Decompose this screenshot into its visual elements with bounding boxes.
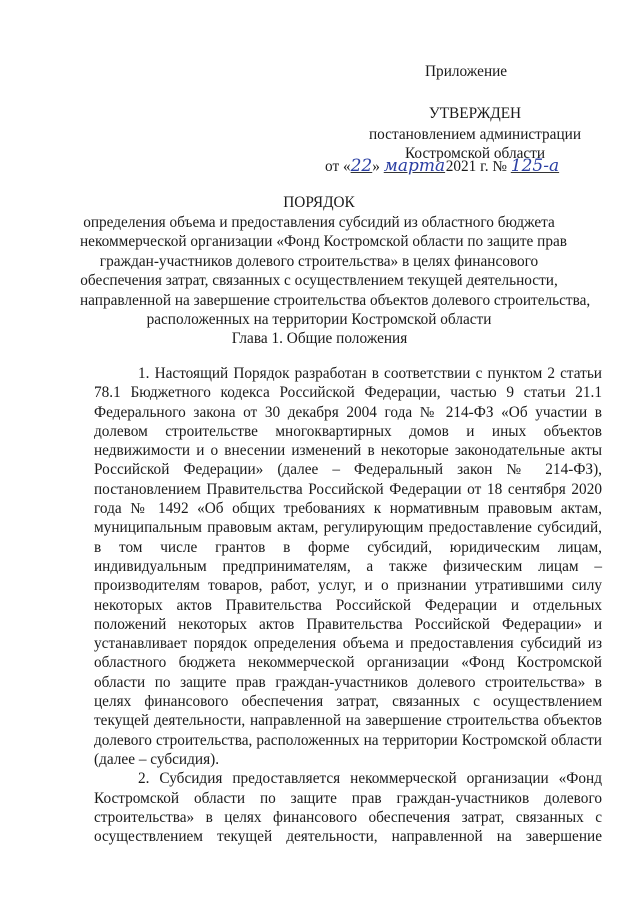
paragraph-1: 1. Настоящий Порядок разработан в соответствии с пунктом 2 статьи 78.1 Бюджетного кодекса Российской Федерации, частью 9 статьи 21.1 Федерального закона от 30 декабря 2004 года № 214-ФЗ «Об участии в долевом строительстве многоквартирных домов и иных объектов недвижимости и о внесении изменений в некоторые законодательные акты Российской Федерации» (далее – Федеральный закон № 214-ФЗ), постановлением Правительства Российской Федерации от 18 сентября 2020 года № 1492 «Об общих требованиях к нормативным правовым актам, муниципальным правовым актам, регулирующим предоставление субсидий, в том числе грантов в форме субсидий, юридическим лицам, индивидуальным предпринимателям, а также физическим лицам – производителям товаров, работ, услуг, и о признании утратившими силу некоторых актов Правительства Российской Федерации и отдельных положений некоторых актов Правительства Российской Федерации» и устанавливает порядок определения объема и предоставления субсидий из областного бюджета некоммерческой организации «Фонд Костромской области по защите прав граждан-участников долевого строительства» в целях финансового обеспечения затрат, связанных с осуществлением текущей деятельности, направленной на завершение строительства объектов долевого строительства, расположенных на территории Костромской области (далее – субсидия).: [94, 365, 602, 768]
chapter-heading: Глава 1. Общие положения: [231, 330, 408, 347]
paragraph-2: 2. Субсидия предоставляется некоммерческой организации «Фонд Костромской области по защите прав граждан-участников долевого строительства» в целях финансового обеспечения затрат, связанных с осуществлением текущей деятельности, направленной на завершение: [94, 770, 602, 846]
title-line-4: обеспечения затрат, связанных с осуществлением текущей деятельности,: [80, 272, 558, 289]
title-line-2: некоммерческой организации «Фонд Костромской области по защите прав: [80, 233, 567, 250]
title-line-1: определения объема и предоставления субсидий из областного бюджета: [83, 213, 555, 231]
date-day-handwritten: 22: [350, 156, 373, 176]
document-body: [94, 364, 602, 846]
date-number-handwritten: 125-а: [510, 156, 560, 176]
date-mid: »: [372, 158, 380, 175]
date-year: 2021 г. №: [445, 158, 507, 175]
document-title-block: [80, 193, 591, 330]
approved-label: УТВЕРЖДЕН: [428, 105, 522, 122]
title-line-5: направленной на завершение строительства объектов долевого строительства,: [80, 291, 591, 309]
document-title: ПОРЯДОК: [283, 194, 355, 211]
title-line-6: расположенных на территории Костромской области: [146, 311, 492, 328]
approval-date-line: [325, 156, 625, 176]
approved-by-line1: постановлением администрации: [368, 126, 582, 143]
appendix-label: Приложение: [425, 63, 508, 80]
date-prefix: от «: [325, 158, 351, 175]
date-month-handwritten: марта: [383, 156, 446, 176]
approval-block: [330, 104, 620, 163]
title-line-3: граждан-участников долевого строительства» в целях финансового: [99, 252, 539, 270]
approved-by-line2: Костромской области: [404, 145, 546, 162]
